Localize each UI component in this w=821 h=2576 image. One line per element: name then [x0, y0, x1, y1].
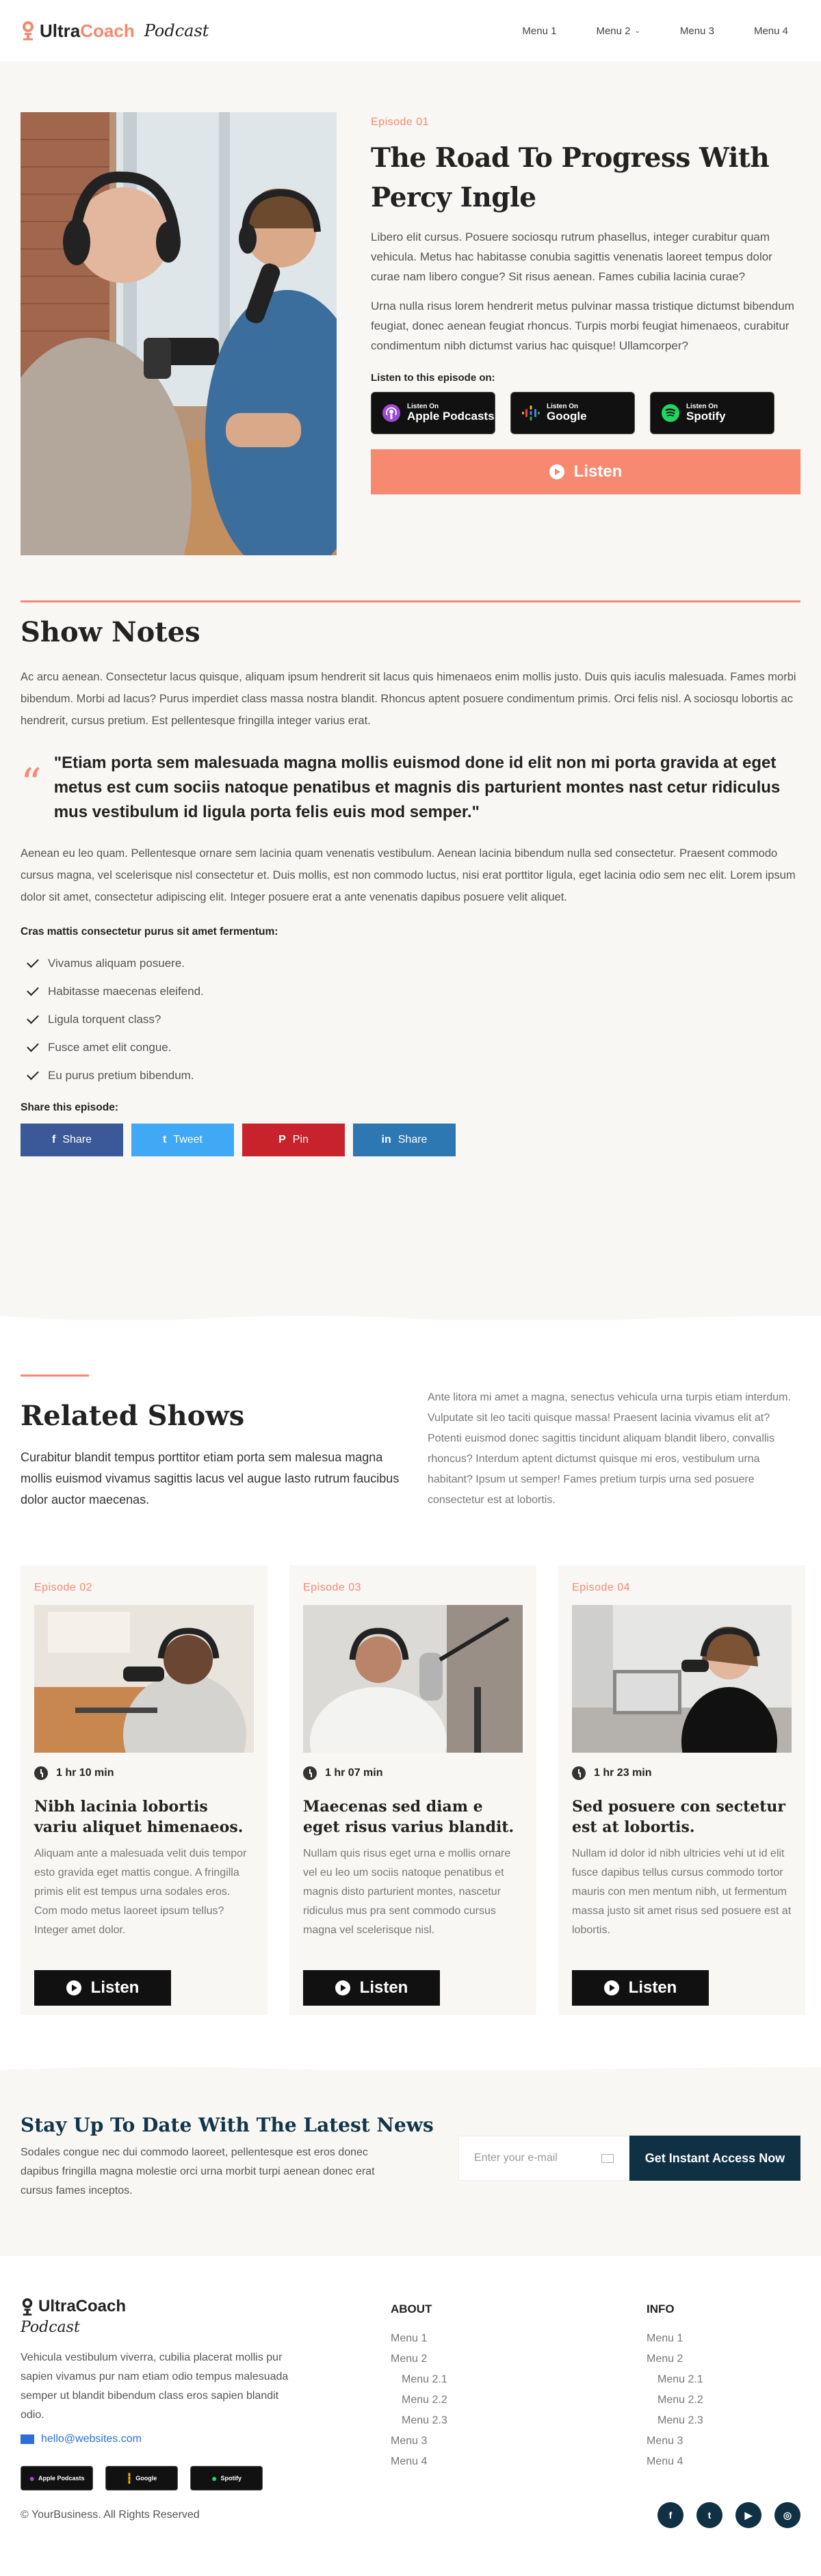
footer-link[interactable]: Menu 2: [391, 2353, 428, 2365]
newsletter-text: Sodales congue nec dui commodo laoreet, pellentesque est eros donec dapibus fringilla magna molestie orci urna morbit turpi aenean donec erat cursus fames inceptos.: [21, 2147, 375, 2196]
footer-link[interactable]: Menu 1: [391, 2333, 428, 2344]
footer-link[interactable]: Menu 2.3: [402, 2415, 447, 2426]
pinterest-share-button[interactable]: [242, 1124, 345, 1156]
footer-text: Vehicula vestibulum viverra, cubilia placerat mollis pur sapien vivamus pur nam etiam odio tempus malesuada semper ut blandit bibendum class eros sapien blandit odio.: [21, 2352, 289, 2421]
footer-email-link[interactable]: [21, 2433, 391, 2445]
google-podcasts-badge[interactable]: [105, 2466, 178, 2491]
wave-divider: [0, 2064, 821, 2078]
badge-small-text: Listen On: [407, 403, 439, 411]
share-button-label: Pin: [292, 1134, 309, 1145]
episode-card: [289, 1565, 536, 2015]
wave-divider: [0, 1309, 821, 1329]
badge-small-text: Listen On: [686, 403, 718, 411]
share-buttons: [21, 1124, 800, 1156]
linkedin-icon: in: [381, 1134, 391, 1145]
nav-item-label: Menu 2: [596, 25, 631, 37]
play-icon: [335, 1980, 350, 1995]
nav-item-menu-3[interactable]: Menu 3: [679, 25, 714, 37]
episode-card: [558, 1565, 805, 2015]
footer-about-links: [391, 2328, 647, 2472]
spotify-badge[interactable]: [190, 2466, 263, 2491]
social-links: [657, 2502, 800, 2528]
footer-link[interactable]: Menu 2: [647, 2353, 683, 2365]
spotify-icon: [662, 404, 679, 422]
check-icon: [27, 955, 39, 968]
card-title: Maecenas sed diam e eget risus varius blandit.: [303, 1798, 514, 1836]
mail-icon: [601, 2154, 614, 2163]
share-label: Share this episode:: [21, 1102, 118, 1113]
card-title: Nibh lacinia lobortis variu aliquet himenaeos.: [34, 1798, 244, 1836]
episode-info: [371, 112, 800, 555]
card-image: [572, 1605, 792, 1753]
footer-link[interactable]: Menu 2.2: [657, 2394, 703, 2406]
pinterest-icon: P: [278, 1134, 286, 1145]
footer-logo[interactable]: [21, 2297, 391, 2316]
logo-script: Podcast: [144, 21, 209, 40]
footer-link[interactable]: Menu 3: [391, 2435, 428, 2447]
copyright: © YourBusiness. All Rights Reserved: [21, 2509, 200, 2521]
footer-link[interactable]: Menu 2.1: [657, 2374, 703, 2385]
listen-button-label: Listen: [573, 462, 623, 481]
episode-description-2: Urna nulla risus lorem hendrerit metus pulvinar massa tristique dictumst bibendum feugiat, donec aenean feugiat rhoncus. Turpis morbi feugiat himenaeos, curabitur condimentum nibh dictumst varius hac quisque! Ullamcorper?: [371, 300, 794, 352]
list-item-text: Eu purus pretium bibendum.: [48, 1068, 194, 1082]
footer-link[interactable]: Menu 4: [391, 2456, 428, 2467]
section-divider: [21, 600, 800, 602]
footer-link[interactable]: Menu 4: [647, 2456, 683, 2467]
logo-text: UltraCoach: [40, 20, 135, 41]
check-icon: [27, 1011, 39, 1024]
duration-text: 1 hr 23 min: [594, 1767, 652, 1779]
footer-logo-script: Podcast: [21, 2319, 80, 2336]
subscribe-button[interactable]: Get Instant Access Now: [629, 2136, 800, 2181]
list-item: [21, 1033, 800, 1061]
related-shows-section: [0, 1320, 821, 2015]
checklist: [21, 949, 800, 1089]
footer-info-links: [647, 2328, 703, 2472]
list-item-text: Fusce amet elit congue.: [48, 1040, 172, 1054]
related-shows-title: Related Shows: [21, 1400, 245, 1432]
list-item: [21, 977, 800, 1005]
apple-podcasts-badge[interactable]: [21, 2466, 93, 2491]
show-notes-title: Show Notes: [21, 616, 200, 648]
newsletter-form: [458, 2136, 800, 2256]
card-duration: [34, 1766, 254, 1780]
badge-big-text: Google: [547, 410, 587, 423]
episode-number: Episode 01: [371, 116, 430, 128]
facebook-share-button[interactable]: [21, 1124, 123, 1156]
badge-small-text: Listen On: [547, 403, 579, 411]
twitter-icon: t: [162, 1134, 167, 1145]
clock-icon: [34, 1766, 48, 1780]
badge-text: Google: [135, 2475, 157, 2482]
quote-icon: “: [21, 760, 42, 808]
show-notes-paragraph-2: Aenean eu leo quam. Pellentesque ornare sem lacinia quam venenatis vestibulum. Aenean lacinia bibendum nulla sed consectetur. Praesent commodo cursus magna, vel scelerisque nisl consectetur et. Duis mollis, est non commodo luctus, nisi erat porttitor ligula, eget lacinia odio sem nec elit. Lorem ipsum dolor sit amet, consectetur adipiscing elit. Integer posuere erat a ante venenatis dapibus posuere velit aliquet.: [21, 847, 796, 903]
related-shows-subtitle: Curabitur blandit tempus porttitor etiam porta sem malesua magna mollis euismod vivamus sagittis lacus vel augue lasto rutrum faucibus dolor auctor maecenas.: [21, 1450, 400, 1506]
card-episode-number: Episode 02: [34, 1582, 93, 1593]
twitter-icon[interactable]: t: [696, 2502, 722, 2528]
listen-button[interactable]: [371, 449, 800, 494]
newsletter-section: [0, 2070, 821, 2256]
share-button-label: Share: [62, 1134, 92, 1145]
quote-text: "Etiam porta sem malesuada magna mollis euismod done id elit non mi porta gravida at eget metus est cum sociis natoque penatibus et magnis dis parturient montes nast cetur ridiculus mus vestibulum id ligula porta felis euis mod semper.": [53, 754, 781, 821]
footer-email: hello@websites.com: [41, 2433, 142, 2445]
duration-text: 1 hr 10 min: [56, 1767, 114, 1779]
apple-podcasts-icon: ●: [29, 2473, 35, 2484]
card-listen-button[interactable]: [34, 1970, 171, 2006]
site-footer: [0, 2256, 821, 2576]
email-placeholder: Enter your e-mail: [474, 2152, 558, 2164]
listen-on-label: Listen to this episode on:: [371, 372, 495, 384]
microphone-icon: [21, 2298, 34, 2316]
listen-button-label: Listen: [90, 1978, 140, 1997]
list-item-text: Habitasse maecenas eleifend.: [48, 984, 204, 998]
card-image: [34, 1605, 254, 1753]
newsletter-title: Stay Up To Date With The Latest News: [21, 2114, 434, 2136]
card-episode-number: Episode 03: [303, 1582, 362, 1593]
card-title: Sed posuere con sectetur est at lobortis.: [572, 1798, 786, 1836]
episode-image: [21, 112, 337, 555]
card-text: Nullam quis risus eget urna e mollis ornare vel eu leo um sociis natoque penatibus et magnis disto parturient montes, nascetur ridiculus mus pra sent commodo cursus magna vel scelerisque nisl.: [303, 1848, 511, 1936]
listen-button-label: Listen: [359, 1978, 408, 1997]
episode-description: Libero elit cursus. Posuere sociosqu rutrum phasellus, integer curabitur quam vehicula. Metus hac habitasse conubia sagittis venenatis laoreet tempus dolor curae nam libero congue? Sit risus aenean. Fames cubilia lacinia curae?: [371, 230, 772, 283]
nav-item-menu-1[interactable]: Menu 1: [522, 25, 557, 37]
platform-badges: [371, 392, 800, 434]
footer-link[interactable]: Menu 1: [647, 2333, 683, 2344]
check-icon: [27, 1067, 39, 1080]
card-duration: [572, 1766, 792, 1780]
google-podcasts-icon: ┇: [126, 2472, 133, 2484]
episode-card: [21, 1565, 268, 2015]
clock-icon: [572, 1766, 586, 1780]
episode-title: The Road To Progress With Percy Ingle: [371, 142, 770, 213]
play-icon: [604, 1980, 619, 1995]
related-shows-text: Ante litora mi amet a magna, senectus vehicula urna turpis etiam interdum. Vulputate sit leo taciti quisque massa! Praesent lacinia vivamus elit at? Potenti euismod donec sagittis tincidunt aliquam blandit libero, convallis rhoncus? Interdum aptent dictumst quisque mi eros, vestibulum urna habitant? Ipsum ut semper! Fames pretium turpis urna sed posuere consectetur est at lobortis.: [428, 1392, 791, 1506]
footer-link[interactable]: Menu 2.3: [657, 2415, 703, 2426]
card-text: Aliquam ante a malesuada velit duis tempor esto gravida eget mattis congue. A fringilla primis elit est tempus urna sodales eros. Com modo metus laoreet ipsum tellus? Integer amet dolor.: [34, 1848, 247, 1936]
site-header: [0, 0, 821, 62]
footer-link[interactable]: Menu 2.2: [402, 2394, 447, 2406]
spotify-badge[interactable]: [650, 392, 774, 434]
list-item: [21, 1005, 800, 1033]
nav-item-menu-2[interactable]: [596, 25, 640, 37]
blockquote: [21, 751, 800, 825]
twitter-share-button[interactable]: [131, 1124, 234, 1156]
card-duration: [303, 1766, 523, 1780]
episode-hero: [21, 112, 800, 555]
badge-big-text: Spotify: [686, 410, 726, 423]
accent-line: [21, 1375, 89, 1377]
badge-text: Spotify: [220, 2475, 242, 2482]
card-text: Nullam id dolor id nibh ultricies vehi ut id elit fusce dapibus tellus cursus commodo tortor mauris con men mentum nibh, ut fermentum massa justo sit amet risus sed posuere est at lobortis.: [572, 1848, 792, 1936]
card-listen-button[interactable]: [303, 1970, 440, 2006]
main-nav: [522, 25, 800, 37]
listen-button-label: Listen: [628, 1978, 677, 1997]
share-button-label: Share: [398, 1134, 428, 1145]
envelope-icon: [21, 2434, 34, 2444]
nav-item-menu-4[interactable]: Menu 4: [753, 25, 788, 37]
check-icon: [27, 1039, 39, 1052]
instagram-icon[interactable]: ◎: [774, 2502, 800, 2528]
play-icon: [66, 1980, 81, 1995]
google-podcasts-badge[interactable]: [510, 392, 635, 434]
site-logo[interactable]: [21, 21, 209, 42]
apple-podcasts-icon: [382, 404, 400, 422]
badge-big-text: Apple Podcasts: [407, 410, 495, 423]
show-notes-paragraph: Ac arcu aenean. Consectetur lacus quisque, aliquam ipsum hendrerit sit lacus quis himenaeos enim mollis justo. Duis quis iaculis malesuada. Fames morbi bibendum. Morbi ad lacus? Purus imperdiet class massa nostra blandit. Rhoncus aptent posuere condimentum primis. Orci felis nisl. A sociosqu lobortis ac hendrerit, cursus pretium. Est pellentesque fringilla integer varius erat.: [21, 671, 796, 727]
episode-section: [0, 62, 821, 1320]
spotify-icon: ●: [211, 2473, 218, 2484]
facebook-icon[interactable]: f: [657, 2502, 683, 2528]
card-episode-number: Episode 04: [572, 1582, 631, 1593]
card-listen-button[interactable]: [572, 1970, 709, 2006]
list-item: [21, 949, 800, 977]
facebook-icon: f: [51, 1134, 56, 1145]
badge-text: Apple Podcasts: [38, 2475, 85, 2482]
microphone-icon: [21, 21, 36, 41]
play-icon: [549, 464, 564, 479]
share-button-label: Tweet: [173, 1134, 203, 1145]
check-icon: [27, 983, 39, 996]
list-item-text: Vivamus aliquam posuere.: [48, 956, 185, 970]
apple-podcasts-badge[interactable]: [371, 392, 495, 434]
email-input[interactable]: [458, 2136, 629, 2181]
footer-logo-text: UltraCoach: [38, 2297, 127, 2315]
episode-cards: [21, 1565, 800, 2015]
footer-info-heading: INFO: [647, 2302, 675, 2315]
youtube-icon[interactable]: ▶: [735, 2502, 761, 2528]
duration-text: 1 hr 07 min: [325, 1767, 383, 1779]
google-podcasts-icon: [522, 404, 540, 422]
checklist-title: Cras mattis consectetur purus sit amet fermentum:: [21, 926, 278, 938]
card-image: [303, 1605, 523, 1753]
list-item: [21, 1061, 800, 1089]
footer-about-heading: ABOUT: [391, 2302, 432, 2315]
chevron-down-icon: ⌄: [634, 27, 640, 35]
list-item-text: Ligula torquent class?: [48, 1012, 161, 1026]
clock-icon: [303, 1766, 317, 1780]
footer-link[interactable]: Menu 2.1: [402, 2374, 447, 2385]
linkedin-share-button[interactable]: [353, 1124, 456, 1156]
footer-badges: [21, 2466, 391, 2491]
footer-link[interactable]: Menu 3: [647, 2435, 683, 2447]
